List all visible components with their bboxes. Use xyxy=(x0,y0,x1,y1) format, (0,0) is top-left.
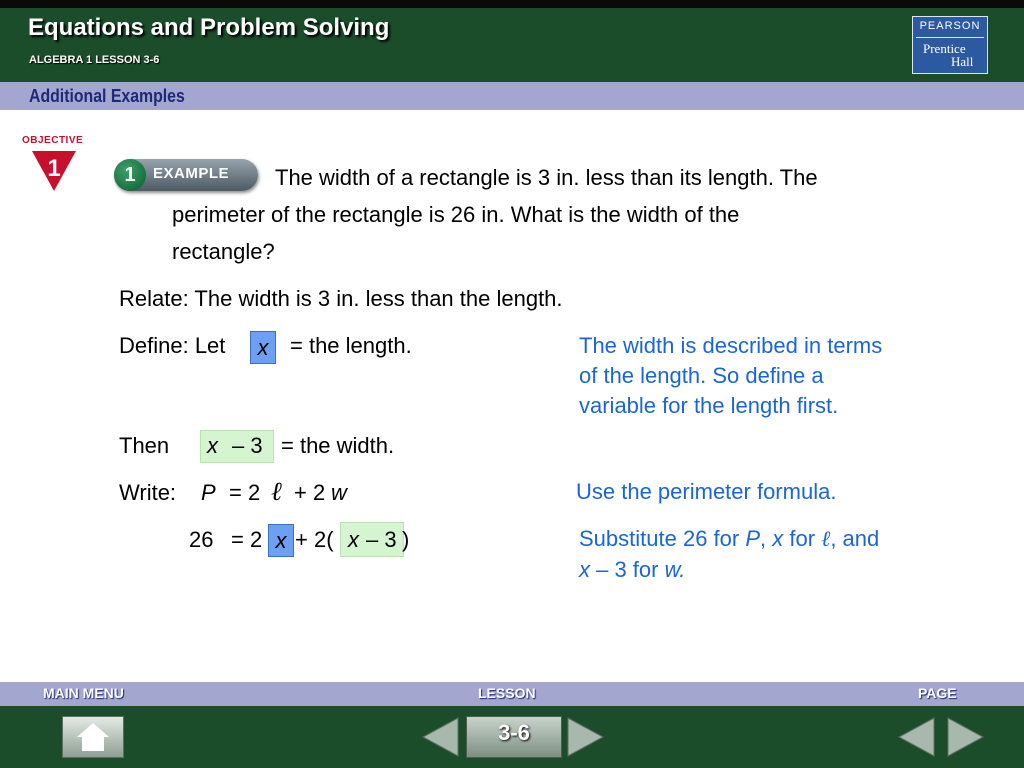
main-menu-button[interactable] xyxy=(62,716,124,758)
define-prefix: Define: Let xyxy=(119,333,226,358)
sub-note-for: for xyxy=(783,526,822,551)
write-ell: ℓ xyxy=(271,477,282,506)
pearson-logo xyxy=(912,16,988,74)
define-variable-box: x xyxy=(250,331,276,364)
lesson-subtitle: ALGEBRA 1 LESSON 3-6 xyxy=(29,54,160,66)
write-eq: = 2 xyxy=(229,480,261,505)
lesson-number: 3-6 xyxy=(498,720,530,745)
then-var: x xyxy=(207,433,218,458)
write-prefix: Write: xyxy=(119,480,177,505)
page-next-button[interactable] xyxy=(946,716,986,758)
logo-line1: Prentice xyxy=(923,41,966,56)
sub-note-x: x xyxy=(772,526,784,551)
write-note: Use the perimeter formula. xyxy=(576,479,837,504)
write-w: w xyxy=(331,480,347,505)
define-note-line-1: The width is described in terms xyxy=(579,333,883,358)
sub-eq: = 2 xyxy=(231,527,263,552)
sub-note-line-1 xyxy=(579,524,879,554)
top-border xyxy=(0,0,1024,8)
sub-x-box: x xyxy=(268,524,294,557)
define-note-line-2: of the length. So define a xyxy=(579,363,824,388)
example-number: 1 xyxy=(114,159,146,191)
sub-note-text-a: Substitute 26 for xyxy=(579,526,746,551)
problem-line-2: perimeter of the rectangle is 26 in. What is the width of the xyxy=(172,202,740,227)
lesson-label: LESSON xyxy=(478,685,536,701)
sub-close: ) xyxy=(402,527,410,552)
objective-number: 1 xyxy=(47,155,61,182)
sub-lhs: 26 xyxy=(189,527,214,552)
then-prefix: Then xyxy=(119,433,170,458)
home-icon xyxy=(63,717,123,757)
problem-line-3: rectangle? xyxy=(172,239,275,264)
objective-label: OBJECTIVE xyxy=(22,135,84,146)
sub-note-ell: ℓ xyxy=(821,526,831,551)
sub-rest: – 3 xyxy=(366,527,397,552)
lesson-title: Equations and Problem Solving xyxy=(28,14,390,41)
page-label: PAGE xyxy=(918,685,957,701)
sub-note-and: , and xyxy=(830,526,880,551)
sub-note-w: w. xyxy=(664,557,686,582)
example-label: EXAMPLE xyxy=(153,165,230,182)
sub-x2: x xyxy=(348,527,359,552)
write-plus: + 2 xyxy=(294,480,326,505)
problem-line-1: The width of a rectangle is 3 in. less than its length. The xyxy=(275,165,818,190)
logo-line2: Hall xyxy=(951,54,974,69)
objective-triangle-icon xyxy=(30,149,78,193)
main-menu-label: MAIN MENU xyxy=(43,685,124,701)
then-suffix: = the width. xyxy=(281,433,395,458)
write-P: P xyxy=(201,480,216,505)
relate-line: Relate: The width is 3 in. less than the length. xyxy=(119,286,563,311)
page-prev-button[interactable] xyxy=(896,716,936,758)
then-expr: – 3 xyxy=(232,433,263,458)
sub-note-comma: , xyxy=(760,526,773,551)
define-suffix: = the length. xyxy=(290,333,412,358)
section-title: Additional Examples xyxy=(29,86,185,106)
sub-note-P: P xyxy=(745,526,761,551)
logo-brand: PEARSON xyxy=(919,20,981,32)
sub-note-line-2 xyxy=(579,555,685,585)
logo-divider xyxy=(916,37,984,38)
sub-note-x2: x xyxy=(579,557,590,582)
sub-plus: + 2( xyxy=(295,527,334,552)
sub-note-rest: – 3 for xyxy=(590,557,665,582)
define-note-line-3: variable for the length first. xyxy=(579,393,839,418)
lesson-next-button[interactable] xyxy=(566,716,606,758)
lesson-prev-button[interactable] xyxy=(420,716,460,758)
